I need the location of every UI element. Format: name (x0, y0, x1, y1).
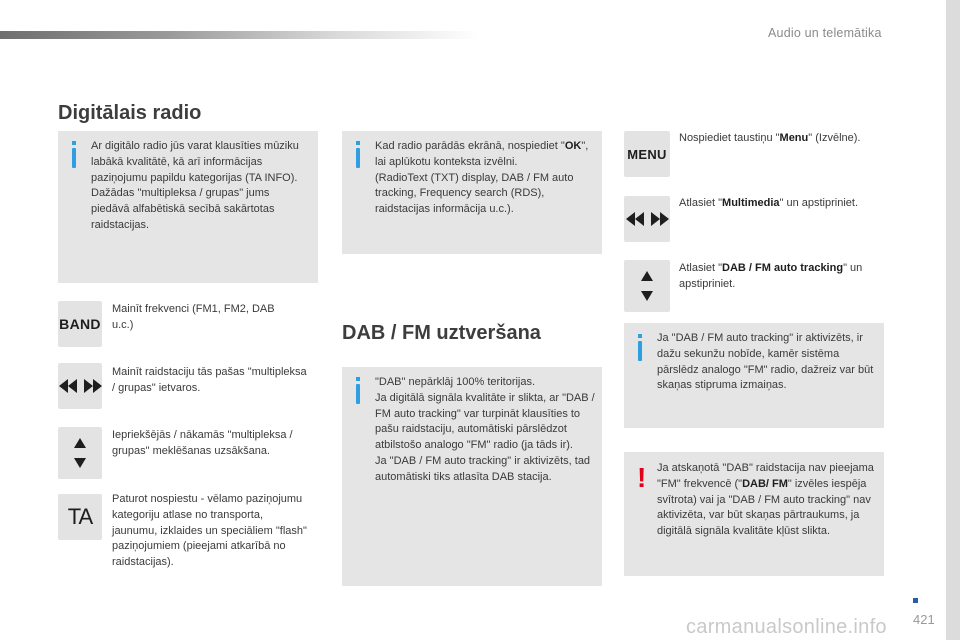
page-marker (913, 598, 918, 603)
side-strip (946, 0, 960, 640)
info-box-ok-menu (342, 131, 602, 254)
heading-digital-radio: Digitālais radio (58, 102, 202, 124)
info-text-ok-part1: Kad radio parādās ekrānā, nospiediet " (375, 140, 565, 152)
multiplex-updown-button[interactable] (58, 427, 102, 479)
left-right-arrows-icon (626, 212, 669, 226)
up-down-arrows-icon (641, 271, 653, 301)
updown-description: Iepriekšējās / nākamās "multipleksa / grupas" meklēšanas uzsākšana. (112, 429, 293, 457)
info-icon (356, 384, 360, 404)
menu-button[interactable] (624, 131, 670, 177)
info-text-ok-part2: ", lai aplūkotu konteksta izvēlni. (RadioText (TXT) display, DAB / FM auto tracking, Frequency search (RDS), raidstacijas informācija u.c.). (375, 140, 589, 216)
info-box-dab-coverage (342, 367, 602, 586)
seek-button[interactable] (58, 363, 102, 409)
ta-description: Paturot nospiestu - vēlamo paziņojumu kategoriju atlase no transporta, jaunumu, izklaides un speciāliem "flash" paziņojumiem (pieejami atkarībā no raidstacijas). (112, 493, 307, 569)
up-down-arrows-icon (74, 438, 86, 468)
info-text: "DAB" nepārklāj 100% teritorijas. Ja digitālā signāla kvalitāte ir slikta, ar "DAB / FM auto tracking" var turpināt klausīties to pašu raidstaciju, automātiski pārslēdzot atbilstošo analogo "FM" radio (ja tāds ir). Ja "DAB / FM auto tracking" ir aktivizēts, tad automātiski tiks atlasīta DAB stacija. (375, 376, 595, 483)
watermark: carmanualsonline.info (686, 616, 887, 638)
menu-description: Nospiediet taustiņu "Menu" (Izvēlne). (679, 132, 861, 144)
info-box-digital-radio (58, 131, 318, 283)
heading-dab-fm: DAB / FM uztveršana (342, 322, 541, 344)
left-right-button[interactable] (624, 196, 670, 242)
info-box-auto-tracking (624, 323, 884, 428)
warning-icon: ! (637, 462, 647, 493)
info-icon (356, 148, 360, 168)
updown-select-button[interactable] (624, 260, 670, 312)
auto-tracking-description: Atlasiet "DAB / FM auto tracking" un apstipriniet. (679, 262, 863, 290)
seek-description: Mainīt raidstaciju tās pašas "multipleksa / grupas" ietvaros. (112, 366, 307, 394)
band-button-label: BAND (59, 316, 101, 332)
info-text-ok (375, 139, 597, 218)
page-number: 421 (913, 612, 935, 627)
seek-arrows-icon (59, 379, 102, 393)
multimedia-description: Atlasiet "Multimedia" un apstipriniet. (679, 197, 859, 209)
info-text: Ar digitālo radio jūs varat klausīties mūziku labākā kvalitātē, kā arī informācijas paziņojumu papildu kategorijas (TA INFO). Dažādas "multipleksa / grupas" jums piedāvā alfabētiskā secībā sakārtotas raidstacijas. (91, 140, 299, 231)
ta-button-label: TA (67, 504, 93, 529)
band-button[interactable] (58, 301, 102, 347)
info-icon (72, 148, 76, 168)
band-description: Mainīt frekvenci (FM1, FM2, DAB u.c.) (112, 303, 275, 331)
header-gradient-bar (0, 31, 480, 39)
ta-button[interactable] (58, 494, 102, 540)
warning-text: Ja atskaņotā "DAB" raidstacija nav pieejama "FM" frekvencē ("DAB/ FM" izvēles iespēja svītrota) vai ja "DAB / FM auto tracking" nav aktivizēta, var būt skaņas pārtraukums, ja digitālā signāla kvalitāte kļūst slikta. (657, 462, 874, 538)
ok-label: OK (564, 140, 582, 152)
section-title: Audio un telemātika (768, 26, 882, 40)
warning-box-dab-unavailable (624, 452, 884, 576)
menu-button-label: MENU (627, 146, 667, 162)
info-text: Ja "DAB / FM auto tracking" ir aktivizēts, ir dažu sekunžu nobīde, kamēr sistēma pārslēdz analogo "FM" radio, dažreiz var būt skaņas stipruma izmaiņas. (657, 332, 874, 392)
info-icon (638, 341, 642, 361)
